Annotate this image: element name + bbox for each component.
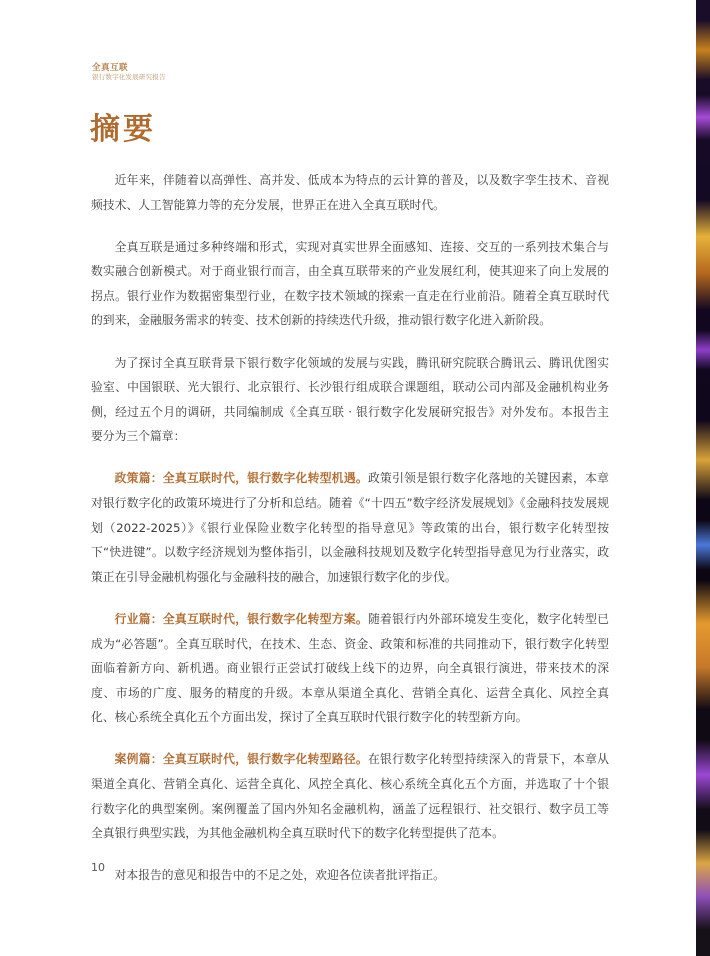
paragraph-intro: 近年来，伴随着以高弹性、高并发、低成本为特点的云计算的普及，以及数字孪生技术、音视频技术、人工智能算力等的充分发展，世界正在进入全真互联时代。 <box>91 173 609 212</box>
paragraph-case-chapter: 案例篇：全真互联时代，银行数字化转型路径。在银行数字化转型持续深入的背景下，本章从渠道全真化、营销全真化、运营全真化、风控全真化、核心系统全真化五个方面，并选取了十个银行数字化的典型案例。案例覆盖了国内外知名金融机构，涵盖了远程银行、社交银行、数字员工等全真银行典型实践，为其他金融机构全真互联时代下的数字化转型提供了范本。 <box>91 752 609 841</box>
paragraph-industry-chapter: 行业篇：全真互联时代，银行数字化转型方案。随着银行内外部环境发生变化，数字化转型已成为“必答题”。全真互联时代，在技术、生态、资金、政策和标准的共同推动下，银行数字化转型面临着新方向、新机遇。商业银行正尝试打破线上线下的边界，向全真银行演进，带来技术的深度、市场的广度、服务的精度的升级。本章从渠道全真化、营销全真化、运营全真化、风控全真化、核心系统全真化五个方面出发，探讨了全真互联时代银行数字化的转型新方向。 <box>91 611 609 725</box>
chapter-lead-policy: 政策篇：全真互联时代，银行数字化转型机遇。 <box>114 471 368 486</box>
decorative-side-band <box>696 0 710 956</box>
paragraph-closing: 对本报告的意见和报告中的不足之处，欢迎各位读者批评指正。 <box>114 868 445 883</box>
light-streak-orange <box>696 580 710 710</box>
abstract-body <box>91 168 609 905</box>
header-brand: 全真互联 <box>92 63 129 73</box>
light-streak-purple <box>696 330 710 370</box>
light-streak-blue <box>696 520 710 570</box>
chapter-lead-industry: 行业篇：全真互联时代，银行数字化转型方案。 <box>114 611 368 626</box>
page-number: 10 <box>91 861 105 874</box>
light-streak-purple <box>696 740 710 810</box>
light-streak-orange <box>696 20 710 80</box>
page-title: 摘要 <box>90 112 156 147</box>
paragraph-definition: 全真互联是通过多种终端和形式，实现对真实世界全面感知、连接、交互的一系列技术集合与数实融合创新模式。对于商业银行而言，由全真互联带来的产业发展红利，使其迎来了向上发展的拐点。银行业作为数据密集型行业，在数字技术领域的探索一直走在行业前沿。随着全真互联时代的到来，金融服务需求的转变、技术创新的持续迭代升级，推动银行数字化进入新阶段。 <box>91 239 609 328</box>
light-streak-gold <box>696 200 710 310</box>
chapter-lead-case: 案例篇：全真互联时代，银行数字化转型路径。 <box>114 752 368 767</box>
paragraph-report-overview: 为了探讨全真互联背景下银行数字化领域的发展与实践，腾讯研究院联合腾讯云、腾讯优图实验室、中国银联、光大银行、北京银行、长沙银行组成联合课题组，联动公司内部及金融机构业务侧，经过五个月的调研，共同编制成《全真互联 · 银行数字化发展研究报告》对外发布。本报告主要分为三个篇章： <box>91 355 609 444</box>
paragraph-policy-chapter: 政策篇：全真互联时代，银行数字化转型机遇。政策引领是银行数字化落地的关键因素，本章对银行数字化的政策环境进行了分析和总结。随着《“十四五”数字经济发展规划》《金融科技发展规划（2022-2025）》《银行业保险业数字化转型的指导意见》等政策的出台，银行数字化转型按下“快进键”。以数字经济规划为整体指引，以金融科技规划及数字化转型指导意见为行业落实，政策正在引导金融机构强化与金融科技的融合，加速银行数字化的步伐。 <box>91 471 609 584</box>
light-streak-purple <box>696 95 710 140</box>
light-streak-gold <box>696 420 710 500</box>
light-streak-gold <box>696 830 710 930</box>
header-subtitle: 银行数字化发展研究报告 <box>92 73 166 81</box>
